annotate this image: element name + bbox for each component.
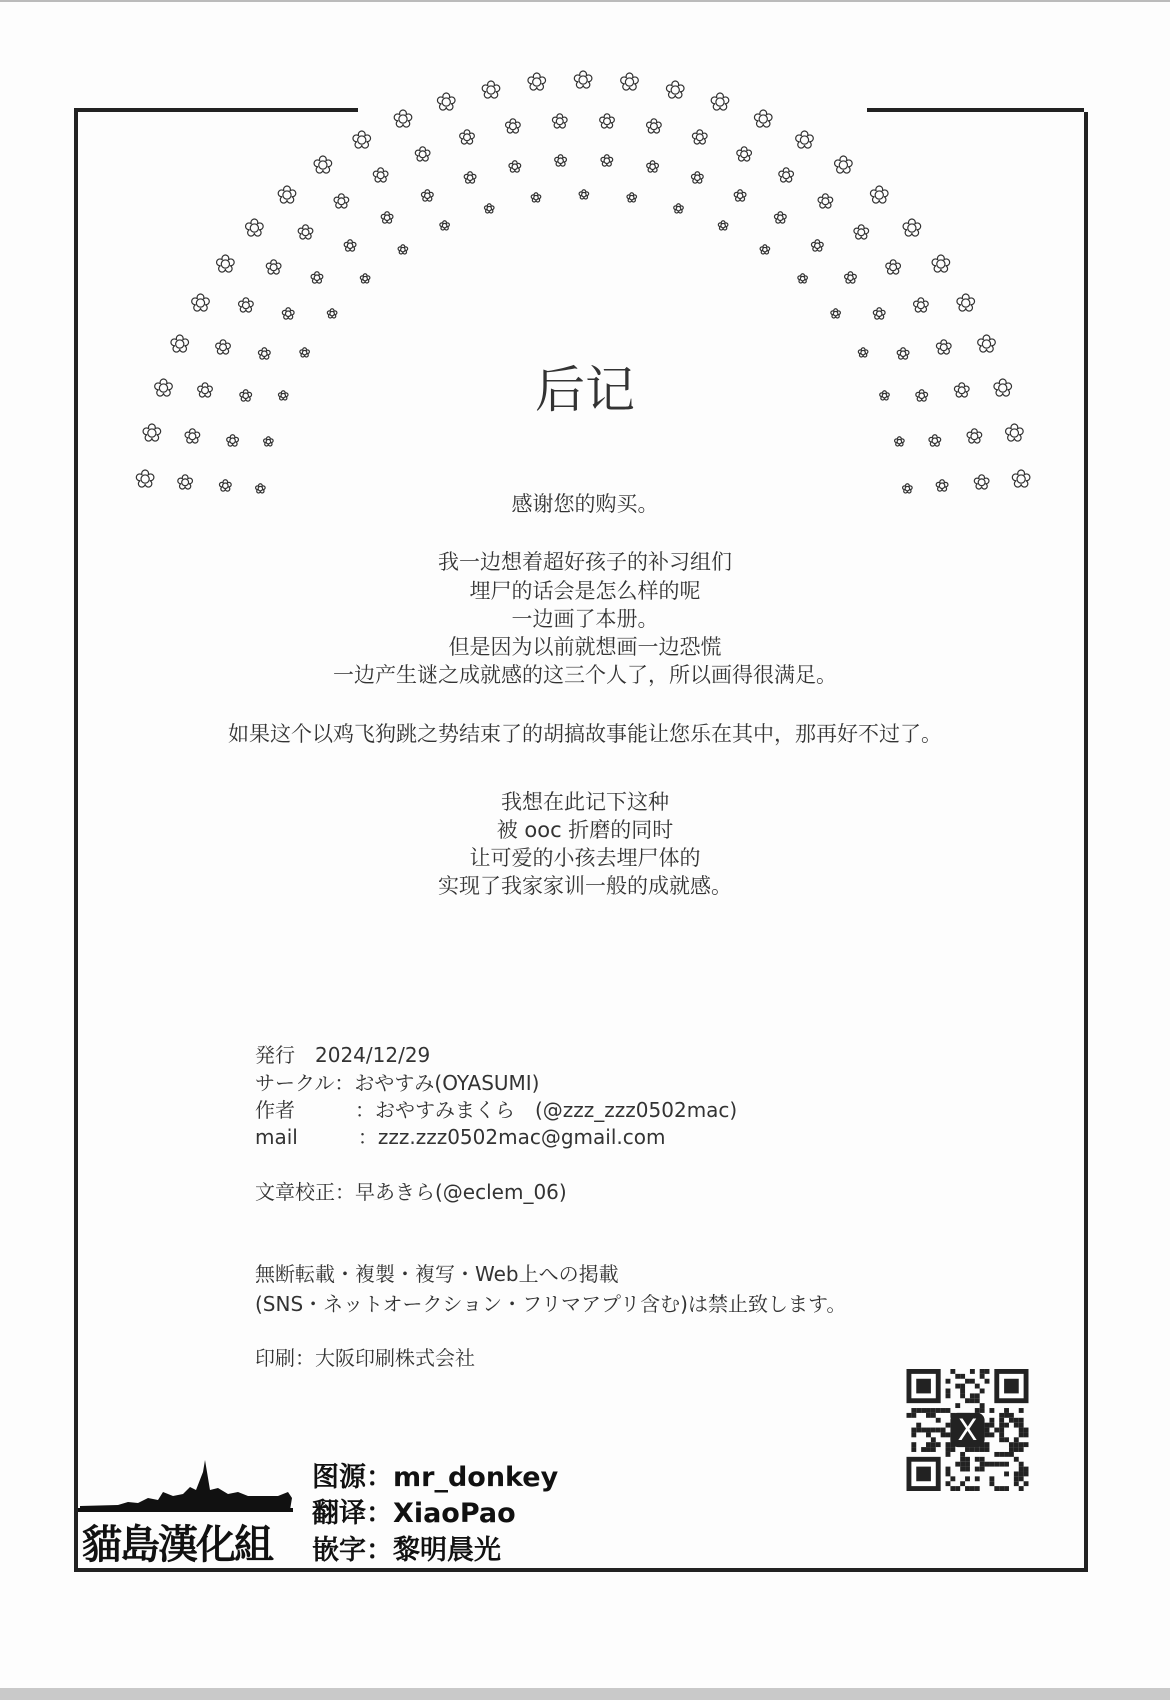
flower-icon: ✿ [717,218,729,234]
credit-typesetting: 嵌字：黎明晨光 [312,1535,501,1566]
issue-date: 発行 2024/12/29 [255,1043,431,1067]
flower-icon: ✿ [141,418,162,447]
flower-icon: ✿ [483,201,495,217]
author: 作者 ：おやすみまくら (@zzz_zzz0502mac) [255,1098,738,1122]
flower-icon: ✿ [852,220,870,245]
flower-icon: ✿ [935,334,953,359]
flower-icon: ✿ [735,141,753,166]
flower-icon: ✿ [912,293,930,318]
flower-icon: ✿ [928,430,942,450]
flower-icon: ✿ [753,104,774,133]
flower-icon: ✿ [262,434,274,450]
flower-icon: ✿ [237,293,255,318]
flower-icon: ✿ [254,481,266,497]
flower-icon: ✿ [458,125,476,150]
flower-icon: ✿ [673,201,684,217]
flower-icon: ✿ [797,272,809,288]
flower-icon: ✿ [915,386,929,406]
flower-icon: ✿ [843,268,858,288]
flower-icon: ✿ [299,346,311,362]
flower-icon: ✿ [733,185,747,205]
flower-icon: ✿ [872,304,886,324]
flower-icon: ✿ [153,373,174,402]
body-line: 我想在此记下这种 [501,790,669,814]
flower-icon: ✿ [225,430,240,450]
flower-icon: ✿ [553,150,568,170]
flower-icon: ✿ [955,288,976,317]
body-line: 感谢您的购买。 [511,492,659,516]
flower-icon: ✿ [277,389,289,405]
flower-icon: ✿ [343,236,357,256]
flower-icon: ✿ [480,75,501,104]
flower-icon: ✿ [830,306,842,322]
flower-icon: ✿ [1004,418,1025,447]
flower-icon: ✿ [397,242,409,258]
flower-icon: ✿ [1011,464,1032,493]
body-line: 但是因为以前就想画一边恐慌 [448,635,722,659]
flower-icon: ✿ [930,249,951,278]
flower-icon: ✿ [281,304,295,324]
body-line: 一边画了本册。 [511,607,659,631]
body-line: 让可爱的小孩去埋尸体的 [469,846,701,870]
flower-icon: ✿ [297,220,314,245]
flower-icon: ✿ [276,180,297,209]
flower-icon: ✿ [879,389,891,405]
flower-icon: ✿ [665,75,686,104]
flower-icon: ✿ [196,378,214,403]
scan-edge-bottom [0,1688,1170,1700]
flower-icon: ✿ [759,242,771,258]
warship-silhouette-icon [78,1452,298,1512]
flower-icon: ✿ [896,343,910,363]
flower-icon: ✿ [966,423,983,448]
svg-text:X: X [957,1413,978,1448]
flower-icon: ✿ [573,66,594,94]
flower-icon: ✿ [600,150,614,170]
flower-icon: ✿ [551,108,569,133]
printing: 印刷：大阪印刷株式会社 [255,1346,475,1370]
flower-icon: ✿ [645,114,663,139]
body-line: 被 ooc 折磨的同时 [496,818,674,842]
flower-icon: ✿ [392,104,413,133]
flower-icon: ✿ [169,330,190,359]
flower-icon: ✿ [794,125,815,154]
flower-icon: ✿ [333,189,350,214]
mail: mail ：zzz.zzz0502mac@gmail.com [255,1125,666,1149]
flower-icon: ✿ [902,481,913,497]
flower-icon: ✿ [869,180,890,209]
flower-icon: ✿ [690,168,704,188]
flower-icon: ✿ [326,306,338,322]
flower-icon: ✿ [265,254,282,279]
flower-icon: ✿ [992,373,1013,402]
flower-icon: ✿ [578,187,590,203]
flower-icon: ✿ [372,163,389,188]
flower-icon: ✿ [420,185,435,205]
flower-icon: ✿ [691,125,709,150]
flower-icon: ✿ [894,434,905,450]
flower-icon: ✿ [619,68,640,97]
flower-icon: ✿ [508,156,522,176]
flower-icon: ✿ [439,218,451,234]
circle-name: サークル：おやすみ(OYASUMI) [255,1071,540,1095]
credit-source: 图源：mr_donkey [312,1462,559,1493]
flower-icon: ✿ [773,208,788,228]
flower-icon: ✿ [598,108,616,133]
flower-icon: ✿ [310,268,324,288]
credit-translation: 翻译：XiaoPao [312,1498,516,1529]
flower-icon: ✿ [414,141,432,166]
flower-icon: ✿ [190,288,211,317]
flower-icon: ✿ [626,191,638,207]
group-logo: 貓島漢化組 [82,1521,272,1568]
flower-icon: ✿ [436,87,457,116]
flower-icon: ✿ [953,378,971,403]
body-line: 一边产生谜之成就感的这三个人了，所以画得很满足。 [333,663,837,687]
body-line: 如果这个以鸡飞狗跳之势结束了的胡搞故事能让您乐在其中，那再好不过了。 [228,722,942,746]
flower-icon: ✿ [810,236,825,256]
flower-icon: ✿ [215,249,236,278]
flower-icon: ✿ [183,423,201,448]
flower-icon: ✿ [134,464,156,493]
flower-icon: ✿ [244,213,265,242]
flower-icon: ✿ [218,476,232,496]
flower-icon: ✿ [973,470,990,495]
flower-icon: ✿ [504,114,522,139]
body-line: 埋尸的话会是怎么样的呢 [469,579,701,603]
flower-icon: ✿ [214,334,232,359]
proofreading: 文章校正：早あきら(@eclem_06) [255,1180,567,1204]
page-title: 后记 [535,361,635,419]
flower-icon: ✿ [709,87,730,116]
flower-icon: ✿ [359,272,371,288]
notice-line-2: (SNS・ネットオークション・フリマアプリ含む)は禁止致します。 [255,1292,847,1316]
flower-icon: ✿ [777,163,795,188]
body-line: 我一边想着超好孩子的补习组们 [438,550,732,574]
flower-icon: ✿ [901,213,922,242]
body-line: 实现了我家家训一般的成就感。 [438,874,732,898]
flower-icon: ✿ [935,476,949,496]
flower-icon: ✿ [238,386,253,406]
flower-icon: ✿ [257,343,271,363]
flower-icon: ✿ [976,330,997,359]
flower-icon: ✿ [176,470,194,495]
flower-icon: ✿ [312,151,333,180]
flower-icon: ✿ [463,168,477,188]
flower-icon: ✿ [351,125,372,154]
flower-icon: ✿ [833,151,854,180]
flower-arc-decoration [0,0,1170,520]
flower-icon: ✿ [530,191,542,207]
qr-code [905,1369,1030,1491]
notice-line-1: 無断転載・複製・複写・Web上への掲載 [255,1262,619,1286]
flower-icon: ✿ [380,208,394,228]
flower-icon: ✿ [526,68,547,97]
flower-icon: ✿ [884,254,902,279]
flower-icon: ✿ [645,156,660,176]
flower-icon: ✿ [857,346,869,362]
flower-icon: ✿ [816,189,834,214]
